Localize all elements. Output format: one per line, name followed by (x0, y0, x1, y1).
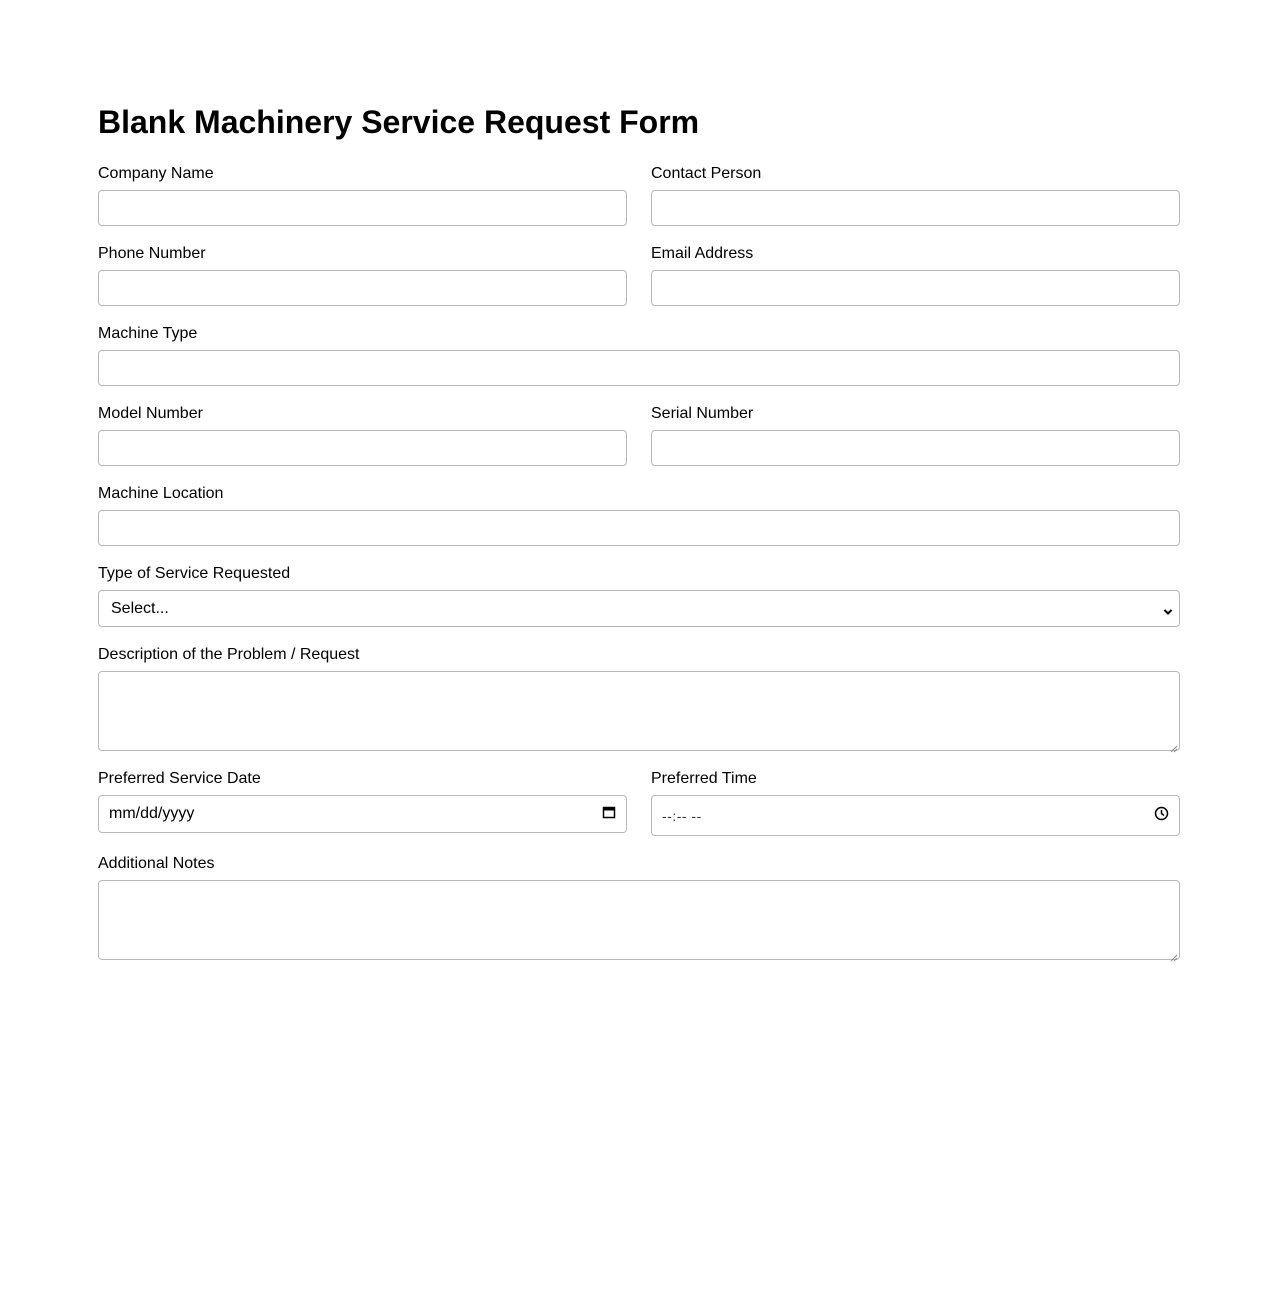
service-type-label: Type of Service Requested (98, 565, 291, 582)
serial-number-group (651, 404, 1180, 466)
contact-person-input[interactable] (651, 190, 1180, 226)
clock-icon[interactable] (1154, 806, 1169, 826)
service-type-group (98, 564, 1180, 627)
email-address-input[interactable] (651, 270, 1180, 306)
service-type-selected-value: Select... (111, 599, 169, 617)
company-name-group (98, 164, 627, 226)
company-name-input[interactable] (98, 190, 627, 226)
model-number-group (98, 404, 627, 466)
resize-grip-icon[interactable] (1169, 949, 1178, 958)
row-machine-type (98, 324, 1180, 386)
preferred-date-input[interactable] (98, 795, 627, 833)
calendar-icon[interactable] (602, 805, 616, 824)
row-model-serial (98, 404, 1180, 466)
email-address-group (651, 244, 1180, 306)
time-placeholder: --:-- -- (662, 807, 702, 824)
phone-number-label: Phone Number (98, 245, 206, 262)
phone-number-input[interactable] (98, 270, 627, 306)
additional-notes-textarea[interactable] (98, 880, 1180, 960)
service-request-form (98, 100, 1180, 960)
row-additional-notes (98, 854, 1180, 960)
serial-number-label: Serial Number (651, 405, 754, 422)
model-number-input[interactable] (98, 430, 627, 466)
description-textarea[interactable] (98, 671, 1180, 751)
row-machine-location (98, 484, 1180, 546)
service-type-select[interactable] (98, 590, 1180, 627)
model-number-label: Model Number (98, 405, 203, 422)
row-date-time (98, 769, 1180, 836)
description-group (98, 645, 1180, 751)
email-address-label: Email Address (651, 245, 754, 262)
machine-location-group (98, 484, 1180, 546)
company-name-label: Company Name (98, 165, 214, 182)
serial-number-input[interactable] (651, 430, 1180, 466)
contact-person-group (651, 164, 1180, 226)
contact-person-label: Contact Person (651, 165, 762, 182)
machine-type-label: Machine Type (98, 325, 198, 342)
description-label: Description of the Problem / Request (98, 646, 360, 663)
resize-grip-icon[interactable] (1169, 740, 1178, 749)
preferred-time-input[interactable] (651, 795, 1180, 836)
phone-number-group (98, 244, 627, 306)
machine-location-input[interactable] (98, 510, 1180, 546)
machine-location-label: Machine Location (98, 485, 224, 502)
preferred-date-label: Preferred Service Date (98, 770, 261, 787)
row-company-contact (98, 164, 1180, 226)
preferred-date-group (98, 769, 627, 836)
chevron-down-icon (1163, 604, 1173, 614)
preferred-time-group (651, 769, 1180, 836)
preferred-time-label: Preferred Time (651, 770, 757, 787)
page-title: Blank Machinery Service Request Form (98, 104, 700, 140)
row-service-type (98, 564, 1180, 627)
row-description (98, 645, 1180, 751)
additional-notes-label: Additional Notes (98, 855, 215, 872)
machine-type-input[interactable] (98, 350, 1180, 386)
additional-notes-group (98, 854, 1180, 960)
machine-type-group (98, 324, 1180, 386)
row-phone-email (98, 244, 1180, 306)
date-placeholder: mm/dd/yyyy (109, 805, 195, 822)
